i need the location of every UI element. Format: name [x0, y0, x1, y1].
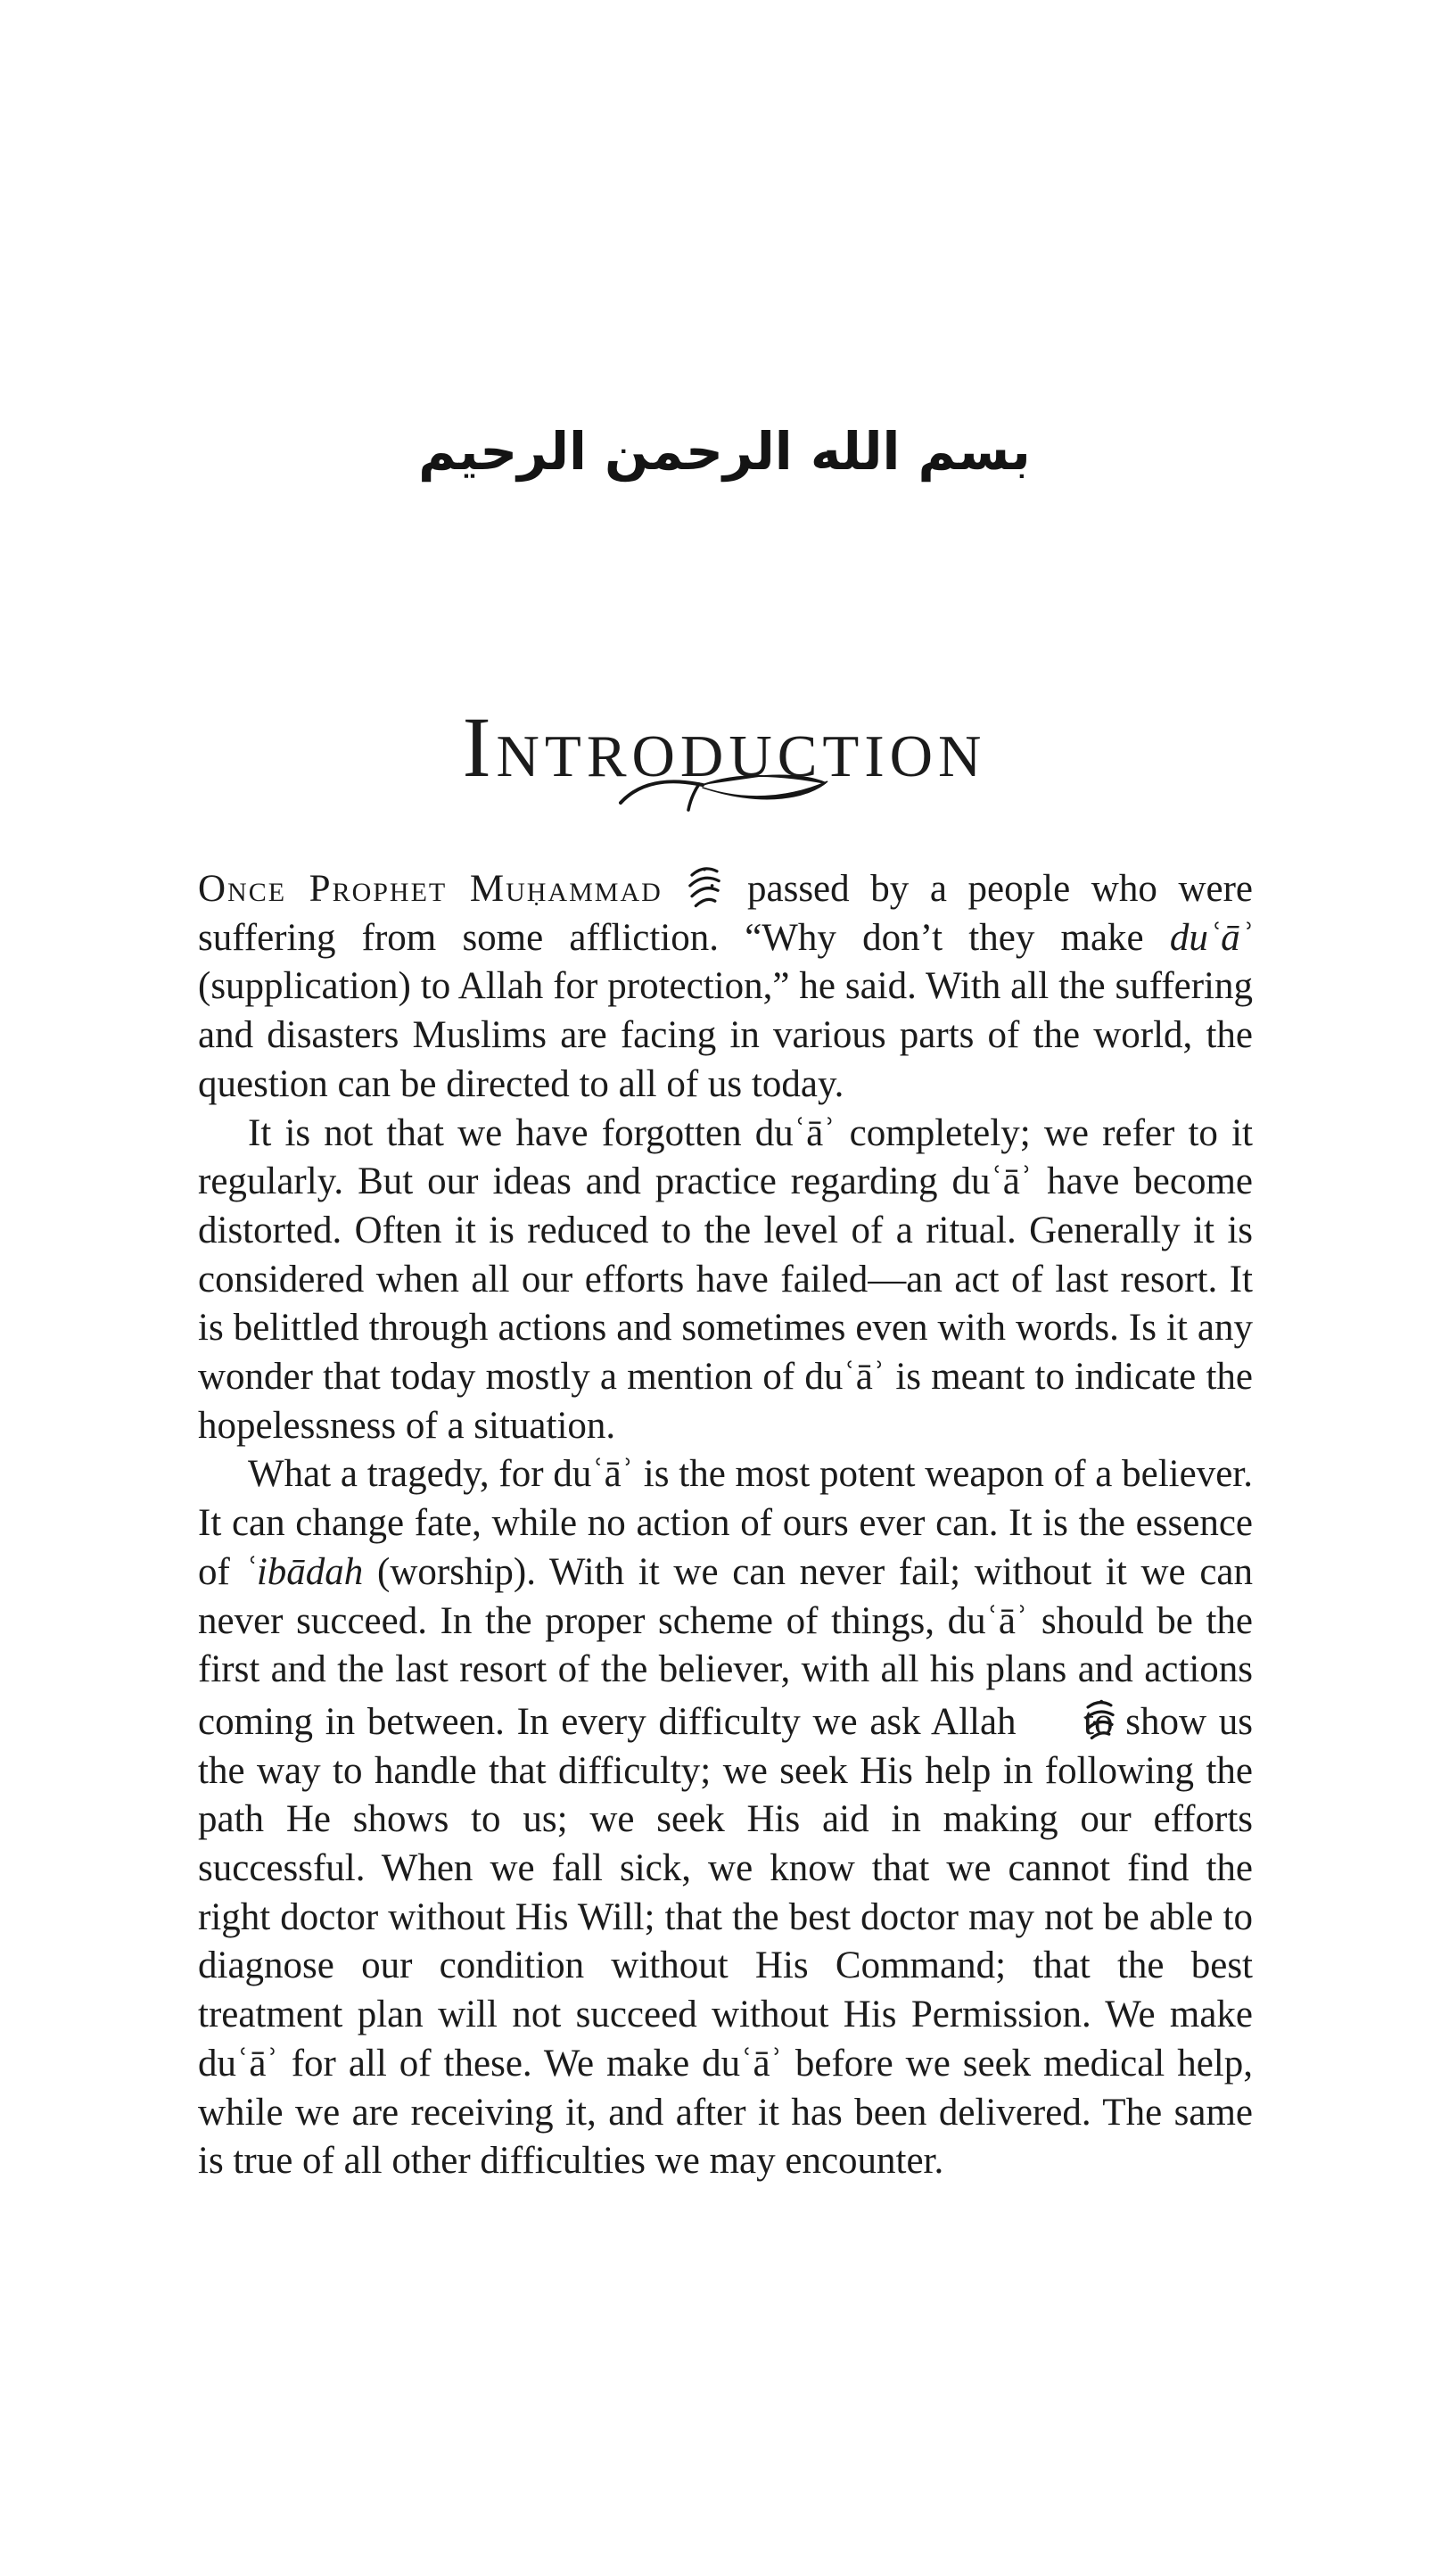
paragraph-1-text-b: (supplication) to Allah for protection,” he said. With all the suffering and disasters Muslims are facing in various parts of the world, the question can be directed to all of us today.	[198, 965, 1253, 1105]
arabic-term-dua-italic: duʿāʾ	[1169, 916, 1253, 959]
paragraph-3-text-a: What a tragedy, for duʿāʾ is the most potent weapon of a believer. It can change fate, while no action of ours ever can. It is the essence of	[198, 1453, 1253, 1593]
paragraph-3-text-c: to show us the way to handle that difficulty; we seek His help in following the path He shows to us; we seek His aid in making our efforts successful. When we fall sick, we know that we cannot find the right doctor without His Will; that the best doctor may not be able to diagnose our condition without His Command; that the best treatment plan will not succeed without His Permission. We make duʿāʾ for all of these. We make duʿāʾ before we seek medical help, while we are receiving it, and after it has been delivered. The same is true of all other difficulties we may encounter.	[198, 1700, 1253, 2183]
swt-honorific-icon	[1030, 1695, 1069, 1745]
arabic-term-ibadah-italic: ʿibādah	[243, 1550, 364, 1593]
chapter-body	[198, 862, 1253, 2186]
swash-flourish-icon	[613, 802, 836, 817]
paragraph-2-text: It is not that we have forgotten duʿāʾ completely; we refer to it regularly. But our ideas and practice regarding duʿāʾ have become distorted. Often it is reduced to the level of a ritual. Generally it is considered when all our efforts have failed—an act of last resort. It is belittled through actions and sometimes even with words. Is it any wonder that today mostly a mention of duʿāʾ is meant to indicate the hopelessness of a situation.	[198, 1111, 1253, 1447]
paragraph-3-text-b: (worship). With it we can never fail; without it we can never succeed. In the proper scheme of things, duʿāʾ should be the first and the last resort of the believer, with all his plans and actions coming in between. In every difficulty we ask Allah	[198, 1550, 1253, 1743]
saw-honorific-icon	[685, 862, 724, 912]
bismillah-calligraphy: بسم الله الرحمن الرحيم	[418, 421, 1031, 482]
paragraph-1	[198, 862, 1253, 1110]
paragraph-1-text-a: passed by a people who were suffering from some affliction. “Why don’t they make	[198, 868, 1253, 959]
paragraph-2	[198, 1110, 1253, 1451]
chapter-title: Introduction	[462, 699, 987, 796]
paragraph-3	[198, 1450, 1253, 2186]
opening-smallcaps: Once Prophet Muḥammad	[198, 868, 663, 910]
flourish-divider	[0, 764, 1449, 818]
